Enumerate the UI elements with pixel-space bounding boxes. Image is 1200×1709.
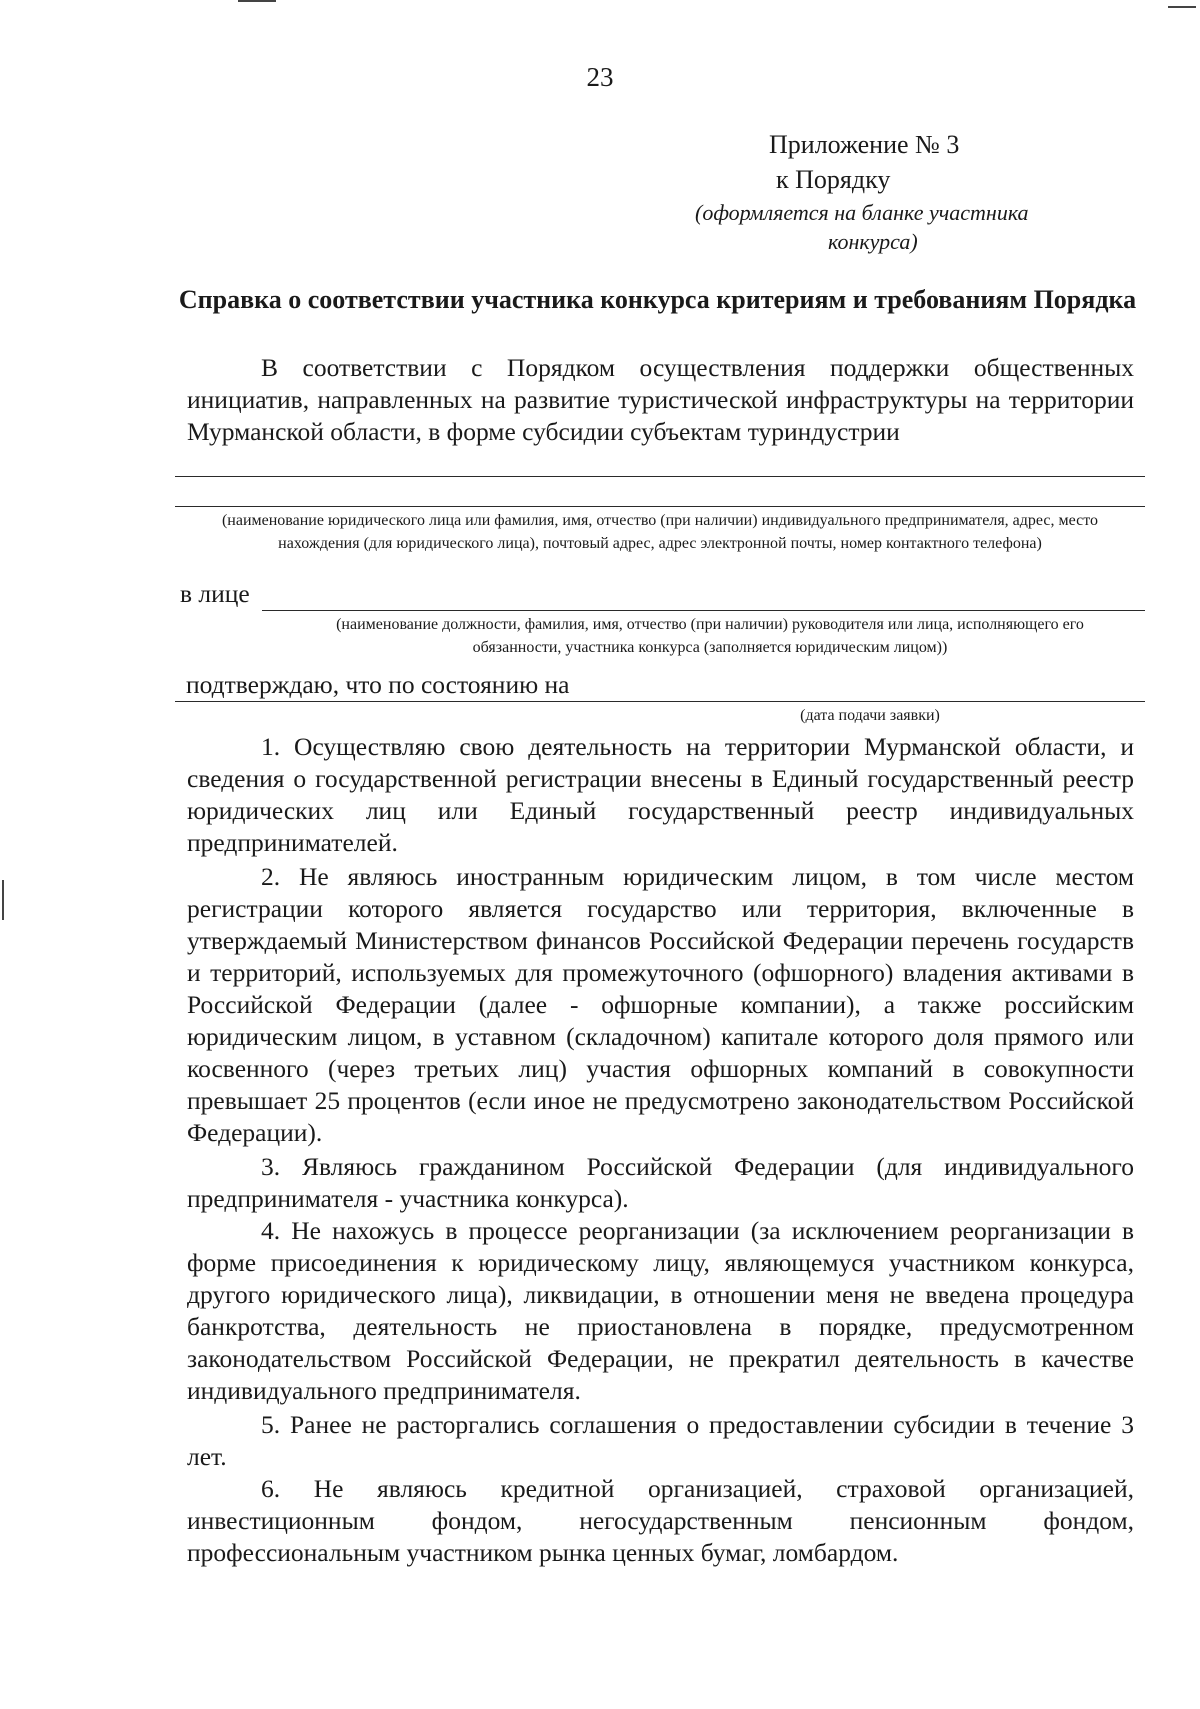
applicant-caption: (наименование юридического лица или фамилия, имя, отчество (при наличии) индивидуального предпринимателя, адрес, место нахождения (для юридического лица), почтовый адрес, адрес электронной почты, номер контактного телефона) [221,512,1099,552]
item-4: 4. Не нахожусь в процессе реорганизации (за исключением реорганизации в форме присоединения к юридическому лицу, являющемуся участником конкурса, другого юридического лица), ликвидации, в отношении меня не введена процедура банкротства, деятельность не приостановлена в порядке, предусмотренном законодательством Российской Федерации, не прекратил деятельность в качестве индивидуального предпринимателя. [187,1216,1134,1405]
scan-mark-top [238,0,276,2]
appendix-note-line1: (оформляется на бланке участника [695,200,1029,225]
date-line [175,701,1145,702]
appendix-note-line2: конкурса) [828,229,918,254]
confirm-label: подтверждаю, что по состоянию на [186,670,570,699]
item-6: 6. Не являюсь кредитной организацией, страховой организацией, инвестиционным фондом, негосударственным пенсионным фондом, профессиональным участником рынка ценных бумаг, ломбардом. [187,1474,1134,1567]
date-caption: (дата подачи заявки) [800,707,940,724]
item-3: 3. Являюсь гражданином Российской Федерации (для индивидуального предпринимателя - участника конкурса). [187,1152,1134,1213]
page-number: 23 [586,62,614,92]
intro-paragraph: В соответствии с Порядком осуществления поддержки общественных инициатив, направленных на развитие туристической инфраструктуры на территории Мурманской области, в форме субсидии субъектам туриндустрии [187,353,1134,446]
in-person-label: в лице [180,579,250,608]
applicant-line-2 [175,506,1145,507]
document-title: Справка о соответствии участника конкурса критериям и требованиям Порядка [178,285,1137,314]
representative-line [262,610,1145,611]
item-1: 1. Осуществляю свою деятельность на территории Мурманской области, и сведения о государственной регистрации внесены в Единый государственный реестр юридических лиц или Единый государственный реестр индивидуальных предпринимателей. [187,732,1134,857]
item-2: 2. Не являюсь иностранным юридическим лицом, в том числе местом регистрации которого является государство или территория, включенные в утверждаемый Министерством финансов Российской Федерации перечень государств и территорий, используемых для промежуточного (офшорного) владения активами в Российской Федерации (далее - офшорные компании), а также российским юридическим лицом, в уставном (складочном) капитале которого доля прямого или косвенного (через третьих лиц) участия офшорных компаний в совокупности превышает 25 процентов (если иное не предусмотрено законодательством Российской Федерации). [187,862,1134,1147]
scan-mark-right [1168,6,1196,8]
representative-caption: (наименование должности, фамилия, имя, отчество (при наличии) руководителя или лица, исполняющего его обязанности, участника конкурса (заполняется юридическим лицом)) [336,616,1084,656]
appendix-title: Приложение № 3 [769,130,960,159]
appendix-subtitle: к Порядку [776,165,891,194]
scan-mark-left [2,880,4,920]
applicant-line-1 [175,476,1145,477]
item-5: 5. Ранее не расторгались соглашения о предоставлении субсидии в течение 3 лет. [187,1410,1134,1471]
